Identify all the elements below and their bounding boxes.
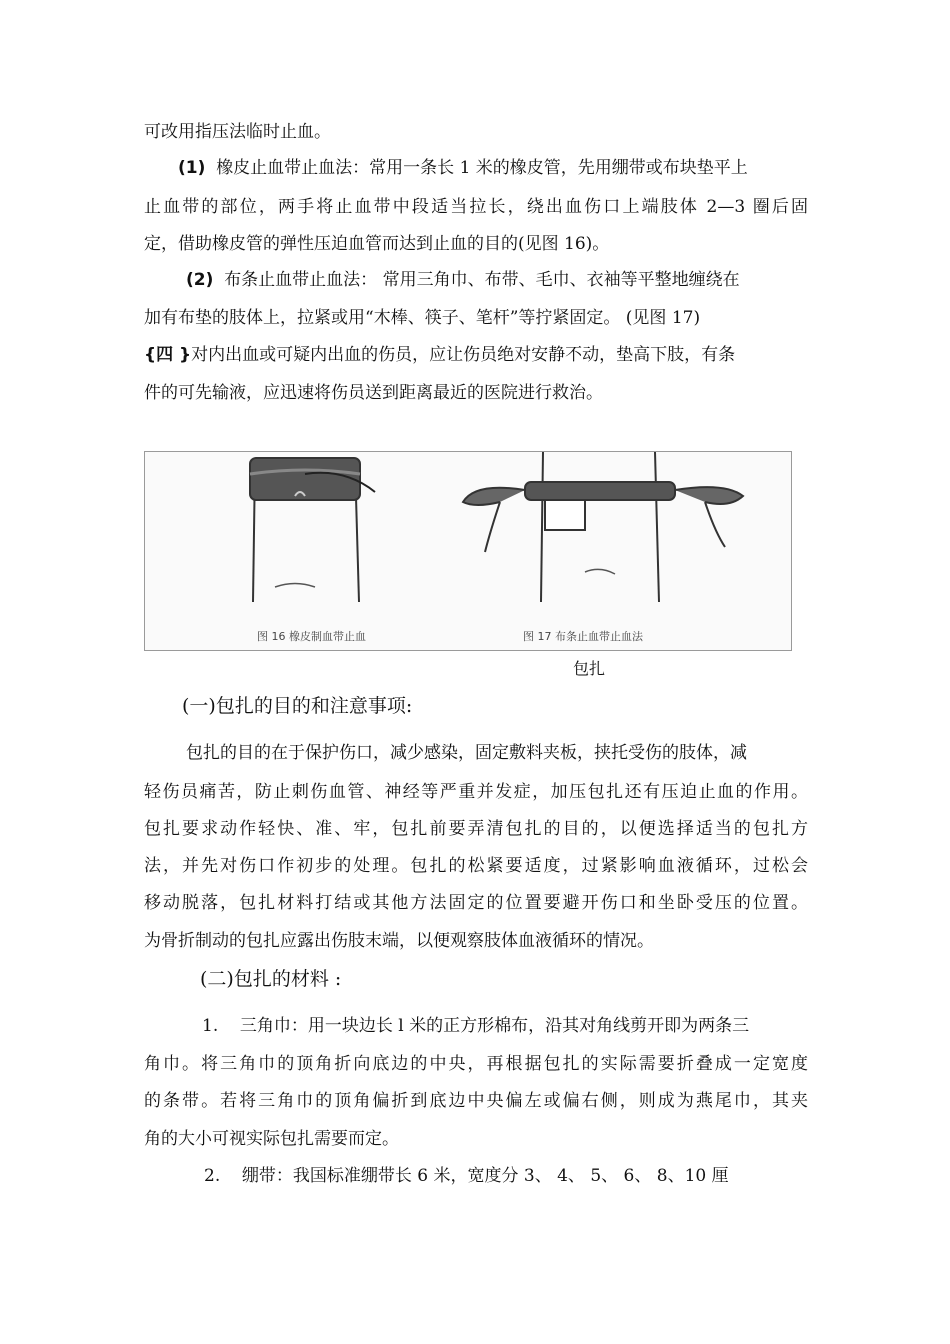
figure-17-drawing bbox=[463, 452, 743, 602]
item-number: (1) bbox=[178, 158, 206, 178]
text-line: 加有布垫的肢体上，拉紧或用“木棒、筷子、笔杆”等拧紧固定。 (见图 17) bbox=[144, 308, 701, 328]
section-2-heading: (二)包扎的材料 : bbox=[200, 968, 342, 990]
text-line: 止血带的部位，两手将止血带中段适当拉长，绕出血伤口上端肢体 2—3 圈后固 bbox=[144, 197, 808, 217]
item-text: 橡皮止血带止血法：常用一条长 1 米的橡皮管，先用绷带或布块垫平上 bbox=[216, 158, 748, 178]
paragraph-line: 角的大小可视实际包扎需要而定。 bbox=[144, 1129, 399, 1149]
item-2-line bbox=[186, 269, 740, 291]
figure-illustration bbox=[145, 452, 791, 650]
item-text: 三角巾：用一块边长 l 米的正方形棉布，沿其对角线剪开即为两条三 bbox=[239, 1016, 750, 1036]
item-text: 绷带：我国标准绷带长 6 米，宽度分 3、 4、 5、 6、 8、10 厘 bbox=[241, 1166, 729, 1186]
paragraph-line: 移动脱落，包扎材料打结或其他方法固定的位置要避开伤口和坐卧受压的位置。 bbox=[144, 893, 808, 913]
item-4-line bbox=[144, 344, 735, 366]
section-1-heading: (一)包扎的目的和注意事项: bbox=[182, 695, 413, 717]
material-1-line bbox=[202, 1015, 749, 1037]
paragraph-line: 为骨折制动的包扎应露出伤肢末端，以便观察肢体血液循环的情况。 bbox=[144, 931, 654, 951]
paragraph-line: 包扎要求动作轻快、准、牢，包扎前要弄清包扎的目的，以便选择适当的包扎方 bbox=[144, 819, 808, 839]
paragraph-line: 法，并先对伤口作初步的处理。包扎的松紧要适度，过紧影响血液循环，过松会 bbox=[144, 856, 808, 876]
item-number: 2. bbox=[204, 1166, 221, 1186]
text-line: 件的可先输液，应迅速将伤员送到距离最近的医院进行救治。 bbox=[144, 383, 603, 403]
item-number: (2) bbox=[186, 270, 214, 290]
item-text: 对内出血或可疑内出血的伤员，应让伤员绝对安静不动，垫高下肢，有条 bbox=[191, 345, 736, 365]
item-1-line bbox=[178, 157, 748, 179]
figure-17-caption: 图 17 布条止血带止血法 bbox=[523, 630, 643, 643]
text-line: 可改用指压法临时止血。 bbox=[144, 122, 331, 142]
figure-caption-bandage: 包扎 bbox=[573, 659, 606, 678]
text-line: 定，借助橡皮管的弹性压迫血管而达到止血的目的(见图 16)。 bbox=[144, 234, 610, 254]
paragraph-line: 包扎的目的在于保护伤口，减少感染，固定敷料夹板，挟托受伤的肢体，减 bbox=[186, 743, 747, 763]
item-text: 布条止血带止血法： 常用三角巾、布带、毛巾、衣袖等平整地缠绕在 bbox=[224, 270, 740, 290]
figure-16-drawing bbox=[250, 458, 375, 602]
item-number: {四 } bbox=[144, 345, 192, 365]
item-number: 1. bbox=[202, 1016, 219, 1036]
paragraph-line: 轻伤员痛苦，防止刺伤血管、神经等严重并发症，加压包扎还有压迫止血的作用。 bbox=[144, 782, 808, 802]
paragraph-line: 角巾。将三角巾的顶角折向底边的中央，再根据包扎的实际需要折叠成一定宽度 bbox=[144, 1054, 808, 1074]
material-2-line bbox=[204, 1165, 729, 1187]
figure-16-caption: 图 16 橡皮制血带止血 bbox=[257, 630, 366, 643]
figure-tourniquet bbox=[144, 451, 792, 651]
paragraph-line: 的条带。若将三角巾的顶角偏折到底边中央偏左或偏右侧，则成为燕尾巾，其夹 bbox=[144, 1091, 808, 1111]
